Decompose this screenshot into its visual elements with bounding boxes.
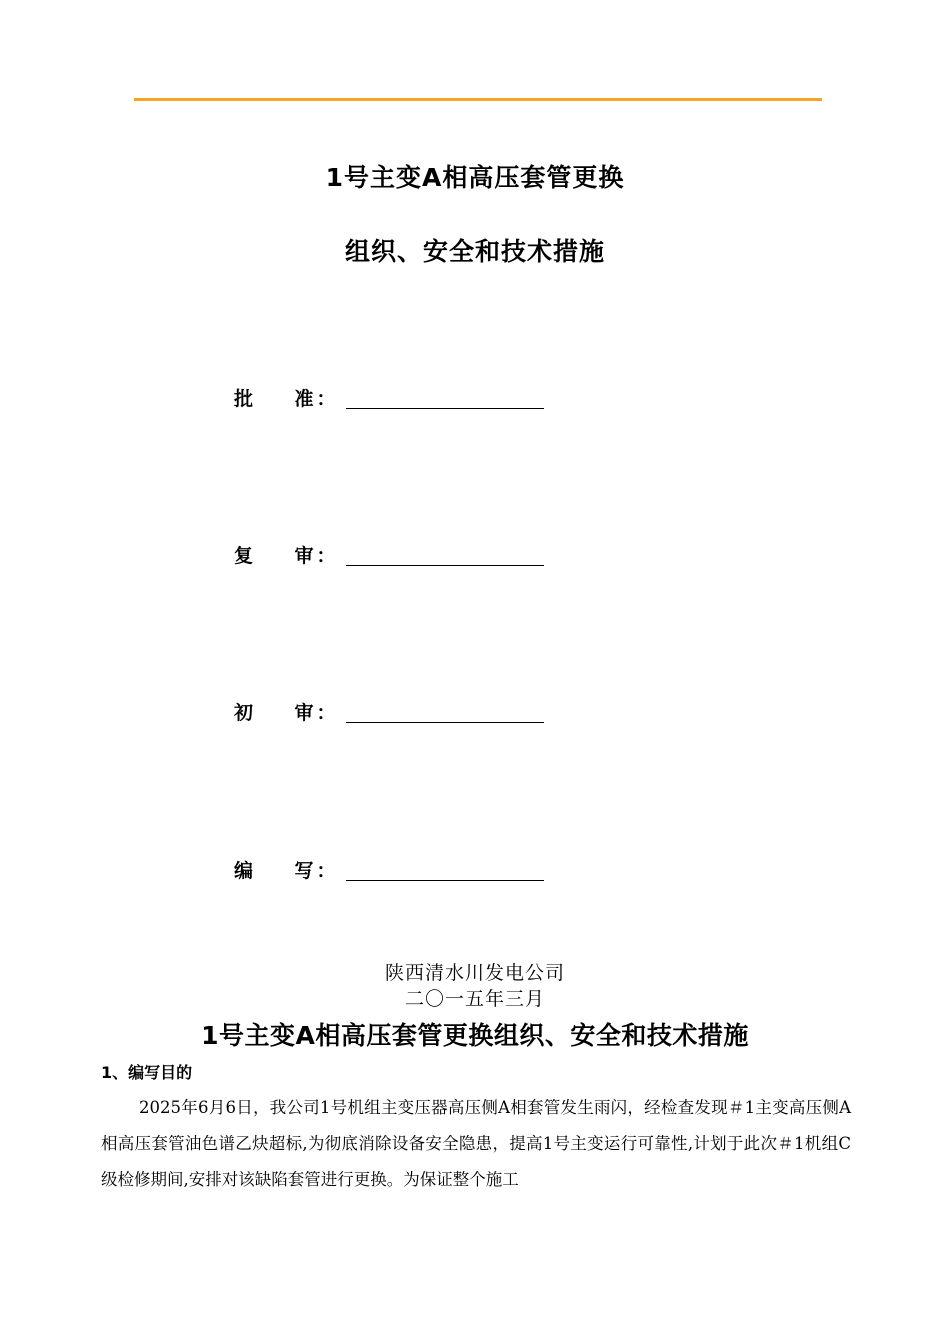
cover-title-line2: 组织、安全和技术措施 xyxy=(344,237,605,266)
signature-row-review xyxy=(234,541,554,571)
body-paragraph: 2025年6月6日，我公司1号机组主变压器高压侧A相套管发生雨闪，经检查发现＃1主变高压侧A相高压套管油色谱乙炔超标,为彻底消除设备安全隐患，提高1号主变运行可靠性,计划于此次＃1机组C级检修期间,安排对该缺陷套管进行更换。为保证整个施工 xyxy=(101,1098,851,1189)
document-title: 1号主变A相高压套管更换组织、安全和技术措施 xyxy=(201,1021,749,1050)
signature-label: 编 写： xyxy=(234,860,339,882)
section-heading: 1、编写目的 xyxy=(101,1063,193,1082)
signature-line xyxy=(346,408,544,409)
signature-row-author xyxy=(234,856,554,886)
signature-line xyxy=(346,565,544,566)
signature-line xyxy=(346,722,544,723)
cover-title-line1: 1号主变A相高压套管更换 xyxy=(325,163,625,192)
signature-label: 初 审： xyxy=(234,702,339,724)
signature-label: 批 准： xyxy=(234,388,339,410)
company-name: 陕西清水川发电公司 xyxy=(384,962,565,984)
document-date: 二〇一五年三月 xyxy=(404,988,545,1010)
signature-label: 复 审： xyxy=(234,545,339,567)
signature-row-initial-review xyxy=(234,698,554,728)
signature-row-approve xyxy=(234,384,554,414)
signature-line xyxy=(346,880,544,881)
header-rule xyxy=(134,98,822,101)
